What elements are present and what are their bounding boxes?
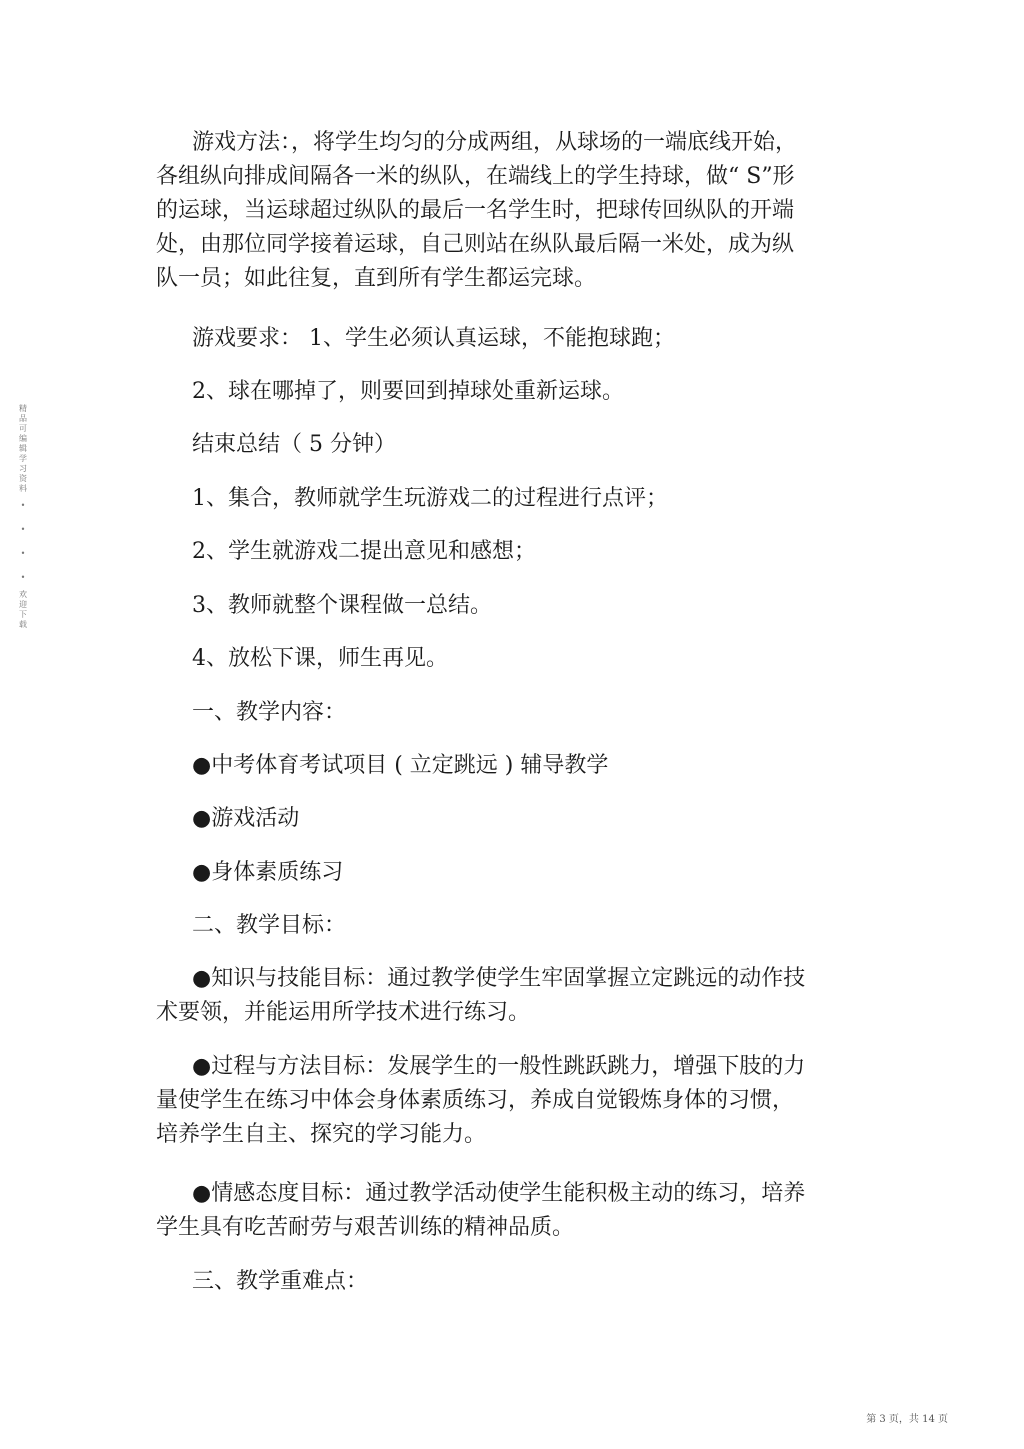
summary-item: 4、放松下课，师生再见。: [192, 646, 448, 671]
goal-knowledge-paragraph: [156, 962, 856, 1030]
text-line: ●情感态度目标：通过教学活动使学生能积极主动的练习，培养: [192, 1181, 806, 1206]
dot-icon: •: [20, 501, 26, 510]
text-line: 处，由那位同学接着运球，自己则站在纵队最后隔一米处，成为纵: [156, 232, 795, 257]
dot-icon: •: [20, 549, 26, 558]
watermark-bottom-text: 欢迎下载: [19, 590, 27, 629]
game-requirement-2: 2、球在哪掉了，则要回到掉球处重新运球。: [192, 379, 624, 404]
text-line: 各组纵向排成间隔各一米的纵队，在端线上的学生持球，做“ S”形: [156, 164, 795, 189]
goal-emotion-paragraph: [156, 1177, 856, 1245]
text-line: 队一员；如此往复，直到所有学生都运完球。: [156, 266, 597, 291]
text-line: 培养学生自主、探究的学习能力。: [156, 1122, 487, 1147]
text-line: 学生具有吃苦耐劳与艰苦训练的精神品质。: [156, 1215, 575, 1240]
summary-item: 3、教师就整个课程做一总结。: [192, 593, 492, 618]
text-line: 的运球，当运球超过纵队的最后一名学生时，把球传回纵队的开端: [156, 198, 795, 223]
section-heading: 一、教学内容：: [192, 700, 347, 725]
dot-icon: •: [20, 525, 26, 534]
watermark-top-text: 精品可编辑学习资料: [19, 404, 27, 493]
content-bullet: ●游戏活动: [192, 806, 300, 831]
page-number-footer: 第 3 页，共 14 页: [866, 1414, 948, 1425]
section-heading: 二、教学目标：: [192, 913, 347, 938]
goal-process-paragraph: [156, 1050, 856, 1152]
text-line: ●知识与技能目标：通过教学使学生牢固掌握立定跳远的动作技: [192, 966, 806, 991]
game-requirement-1: 游戏要求： 1、学生必须认真运球，不能抱球跑；: [192, 326, 675, 351]
text-line: 游戏方法：，将学生均匀的分成两组，从球场的一端底线开始，: [192, 130, 798, 155]
summary-item: 1、集合，教师就学生玩游戏二的过程进行点评；: [192, 486, 668, 511]
summary-title: 结束总结（ 5 分钟）: [192, 432, 396, 457]
text-line: ●过程与方法目标：发展学生的一般性跳跃跳力，增强下肢的力: [192, 1054, 806, 1079]
content-bullet: ●身体素质练习: [192, 860, 344, 885]
content-bullet: ●中考体育考试项目 ( 立定跳远 ) 辅导教学: [192, 753, 609, 778]
section-heading: 三、教学重难点：: [192, 1269, 369, 1294]
dot-icon: •: [20, 573, 26, 582]
text-line: 量使学生在练习中体会身体素质练习，养成自觉锻炼身体的习惯，: [156, 1088, 795, 1113]
text-line: 术要领，并能运用所学技术进行练习。: [156, 1000, 531, 1025]
side-watermark: [16, 404, 30, 630]
summary-item: 2、学生就游戏二提出意见和感想；: [192, 539, 536, 564]
game-method-paragraph: [156, 126, 856, 296]
